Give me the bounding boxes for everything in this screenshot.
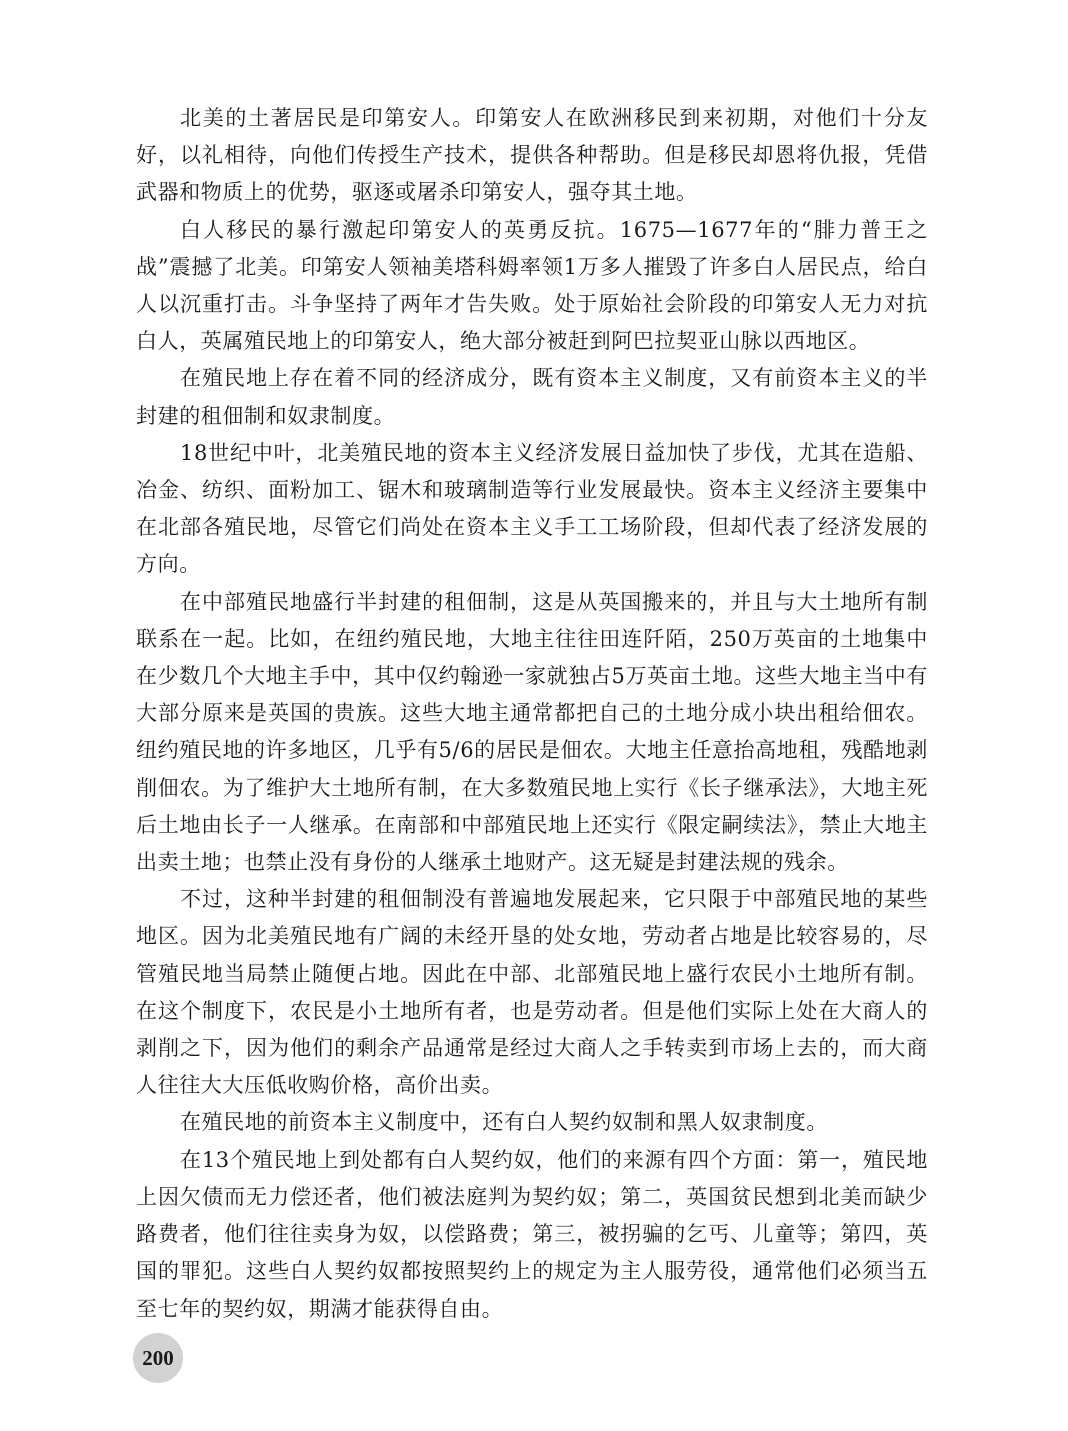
paragraph: 在13个殖民地上到处都有白人契约奴，他们的来源有四个方面：第一，殖民地上因欠债而无力偿还者，他们被法庭判为契约奴；第二，英国贫民想到北美而缺少路费者，他们往往卖身为奴，以偿路费；第三，被拐骗的乞丐、儿童等；第四，英国的罪犯。这些白人契约奴都按照契约上的规定为主人服劳役，通常他们必须当五至七年的契约奴，期满才能获得自由。 [136, 1147, 928, 1321]
paragraph: 白人移民的暴行激起印第安人的英勇反抗。1675—1677年的“腓力普王之战”震撼了北美。印第安人领袖美塔科姆率领1万多人摧毁了许多白人居民点，给白人以沉重打击。斗争坚持了两年才告失败。处于原始社会阶段的印第安人无力对抗白人，英属殖民地上的印第安人，绝大部分被赶到阿巴拉契亚山脉以西地区。 [136, 217, 928, 354]
paragraph: 北美的土著居民是印第安人。印第安人在欧洲移民到来初期，对他们十分友好，以礼相待，向他们传授生产技术，提供各种帮助。但是移民却恩将仇报，凭借武器和物质上的优势，驱逐或屠杀印第安人，强夺其土地。 [136, 106, 928, 205]
page-body [136, 100, 928, 1328]
page-number-badge [133, 1333, 183, 1383]
paragraph: 在中部殖民地盛行半封建的租佃制，这是从英国搬来的，并且与大土地所有制联系在一起。比如，在纽约殖民地，大地主往往田连阡陌，250万英亩的土地集中在少数几个大地主手中，其中仅约翰逊一家就独占5万英亩土地。这些大地主当中有大部分原来是英国的贵族。这些大地主通常都把自己的土地分成小块出租给佃农。纽约殖民地的许多地区，几乎有5/6的居民是佃农。大地主任意抬高地租，残酷地剥削佃农。为了维护大土地所有制，在大多数殖民地上实行《长子继承法》，大地主死后土地由长子一人继承。在南部和中部殖民地上还实行《限定嗣续法》，禁止大地主出卖土地；也禁止没有身份的人继承土地财产。这无疑是封建法规的残余。 [136, 589, 928, 875]
paragraph: 在殖民地上存在着不同的经济成分，既有资本主义制度，又有前资本主义的半封建的租佃制和奴隶制度。 [136, 366, 928, 428]
paragraph: 在殖民地的前资本主义制度中，还有白人契约奴制和黑人奴隶制度。 [180, 1110, 828, 1135]
paragraph: 18世纪中叶，北美殖民地的资本主义经济发展日益加快了步伐，尤其在造船、冶金、纺织、面粉加工、锯木和玻璃制造等行业发展最快。资本主义经济主要集中在北部各殖民地，尽管它们尚处在资本主义手工工场阶段，但却代表了经济发展的方向。 [136, 440, 928, 577]
paragraph: 不过，这种半封建的租佃制没有普遍地发展起来，它只限于中部殖民地的某些地区。因为北美殖民地有广阔的未经开垦的处女地，劳动者占地是比较容易的，尽管殖民地当局禁止随便占地。因此在中部、北部殖民地上盛行农民小土地所有制。在这个制度下，农民是小土地所有者，也是劳动者。但是他们实际上处在大商人的剥削之下，因为他们的剩余产品通常是经过大商人之手转卖到市场上去的，而大商人往往大大压低收购价格，高价出卖。 [136, 887, 928, 1098]
page-number: 200 [142, 1345, 174, 1370]
